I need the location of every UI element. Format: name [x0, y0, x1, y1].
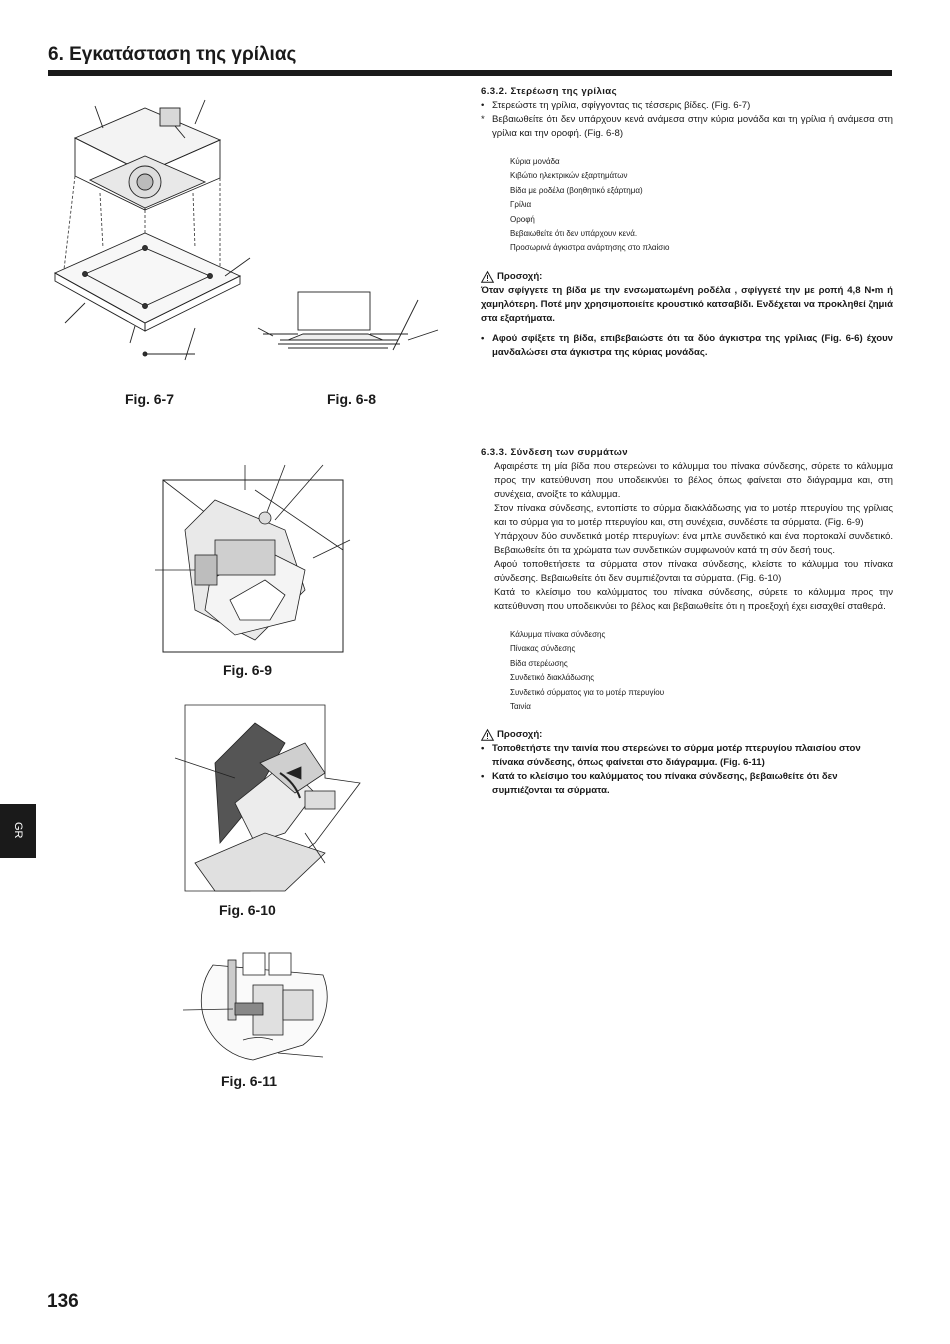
- section-6-3-2: [481, 85, 893, 360]
- language-tab-label: GR: [12, 822, 24, 839]
- note-mark: *: [481, 114, 485, 125]
- bullet-mark: •: [481, 332, 485, 344]
- fig-6-7-legend: [481, 155, 893, 256]
- bullet-mark: •: [481, 771, 485, 783]
- bullet-mark: •: [481, 100, 485, 111]
- warning-triangle-icon: [481, 729, 494, 741]
- fig-6-11-drawing: [183, 945, 333, 1070]
- caution-heading: [481, 270, 893, 284]
- caution-label: Προσοχή:: [497, 729, 543, 741]
- fig-6-8-drawing: [258, 290, 448, 370]
- legend-item: Συνδετικό σύρματος για το μοτέρ πτερυγίου: [510, 687, 665, 697]
- list-item: [481, 770, 893, 798]
- paragraph: Αφαιρέστε τη μία βίδα που στερεώνει το κάλυμμα του πίνακα σύνδεσης, σύρετε το κάλυμμα προς την κατεύθυνση που υποδεικνύει το βέλος όπως φαίνεται στο διάγραμμα και, στη συνέχεια, ανοίξτε το κάλυμμα.: [494, 461, 893, 500]
- caution-text: Όταν σφίγγετε τη βίδα με την ενσωματωμένη ροδέλα , σφίγγετέ την με ροπή 4,8 N•m ή χαμηλότερη. Ποτέ μην χρησιμοποιείτε κρουστικό κατσαβίδι. Ενδέχεται να προκληθεί ζημιά στα εξαρτήματα.: [481, 284, 893, 324]
- language-tab: [0, 804, 36, 858]
- fig-6-8-caption: Fig. 6-8: [327, 391, 377, 407]
- legend-item: Συνδετικό διακλάδωσης: [510, 673, 595, 683]
- caution-heading: [481, 728, 893, 742]
- section-6-3-2-heading: 6.3.2. Στερέωση της γρίλιας: [481, 86, 617, 97]
- legend-item: Γρίλια: [510, 200, 532, 210]
- fig-6-9-caption: Fig. 6-9: [223, 662, 273, 678]
- fig-6-9-drawing: [155, 460, 355, 655]
- fig-6-7-drawing: [45, 98, 255, 368]
- legend-item: Ταινία: [510, 702, 531, 712]
- paragraph: Στον πίνακα σύνδεσης, εντοπίστε το σύρμα διακλάδωσης για το μοτέρ πτερυγίου της γρίλιας και το σύρμα για το μοτέρ πτερυγίου και, στη συνέχεια, συνδέστε τα σύρματα. (Fig. 6-9): [494, 503, 893, 528]
- list-item: [481, 99, 893, 113]
- bullet-text: Τοποθετήστε την ταινία που στερεώνει το σύρμα μοτέρ πτερυγίου πλαισίου στον πίνακα σύνδεσης, όπως φαίνεται στο διάγραμμα. (Fig. 6-11): [492, 743, 861, 769]
- paragraph: Κατά το κλείσιμο του καλύμματος του πίνακα σύνδεσης, σύρετε το κάλυμμα προς την κατεύθυνση που υποδεικνύει το βέλος και βεβαιωθείτε ότι η προεξοχή έχει εισαχθεί σταθερά.: [494, 587, 893, 612]
- legend-item: Κάλυμμα πίνακα σύνδεσης: [510, 630, 606, 639]
- section-6-3-3-heading: 6.3.3. Σύνδεση των συρμάτων: [481, 447, 629, 458]
- section-6-3-3-body: [481, 460, 893, 614]
- legend-item: Οροφή: [510, 214, 535, 224]
- bullet-mark: •: [481, 743, 485, 755]
- title-rule: [48, 70, 892, 76]
- paragraph: Αφού τοποθετήσετε τα σύρματα στον πίνακα σύνδεσης, κλείστε το κάλυμμα του πίνακα σύνδεσης. Βεβαιωθείτε ότι δεν συμπιέζονται τα σύρματα. (Fig. 6-10): [494, 559, 893, 584]
- fig-6-10-caption: Fig. 6-10: [219, 902, 276, 918]
- legend-item: Βίδα στερέωσης: [510, 658, 568, 668]
- warning-triangle-icon: [481, 271, 494, 283]
- legend-item: Πίνακας σύνδεσης: [510, 644, 576, 654]
- section-6-3-3: [481, 446, 893, 798]
- fig-6-7-caption: Fig. 6-7: [125, 391, 175, 407]
- page-title: 6. Εγκατάσταση της γρίλιας: [48, 44, 297, 65]
- list-item: [481, 742, 893, 770]
- legend-item: Κιβώτιο ηλεκτρικών εξαρτημάτων: [510, 171, 628, 181]
- paragraph: Υπάρχουν δύο συνδετικά μοτέρ πτερυγίων: ένα μπλε συνδετικό και ένα πορτοκαλί συνδετικό. Βεβαιωθείτε ότι τα χρώματα των συνδετικών συμφωνούν κατά τη σύν δεσή τους.: [494, 531, 893, 556]
- page-number: 136: [47, 1291, 79, 1312]
- fig-6-9-legend: [481, 628, 893, 714]
- fig-6-11-caption: Fig. 6-11: [221, 1073, 278, 1089]
- caution-label: Προσοχή:: [497, 270, 543, 282]
- note-text: Βεβαιωθείτε ότι δεν υπάρχουν κενά ανάμεσα στην κύρια μονάδα και τη γρίλια ή ανάμεσα στη γρίλια και την οροφή. (Fig. 6-8): [492, 114, 893, 139]
- bullet-text: Στερεώστε τη γρίλια, σφίγγοντας τις τέσσερις βίδες. (Fig. 6-7): [492, 100, 751, 111]
- legend-item: Βίδα με ροδέλα (βοηθητικό εξάρτημα): [510, 185, 643, 195]
- bullet-text: Αφού σφίξετε τη βίδα, επιβεβαιώστε ότι τα δύο άγκιστρα της γρίλιας (Fig. 6-6) έχουν μανδαλώσει στα άγκιστρα της κύριας μονάδας.: [492, 332, 893, 358]
- bullet-text: Κατά το κλείσιμο του καλύμματος του πίνακα σύνδεσης, βεβαιωθείτε ότι δεν συμπιέζονται τα σύρματα.: [492, 771, 838, 797]
- legend-item: Κύρια μονάδα: [510, 157, 560, 166]
- fig-6-10-drawing: [175, 703, 360, 893]
- legend-item: Βεβαιωθείτε ότι δεν υπάρχουν κενά.: [510, 229, 638, 239]
- legend-item: Προσωρινά άγκιστρα ανάρτησης στο πλαίσιο: [510, 243, 670, 253]
- list-item: [481, 113, 893, 141]
- list-item: [481, 332, 893, 360]
